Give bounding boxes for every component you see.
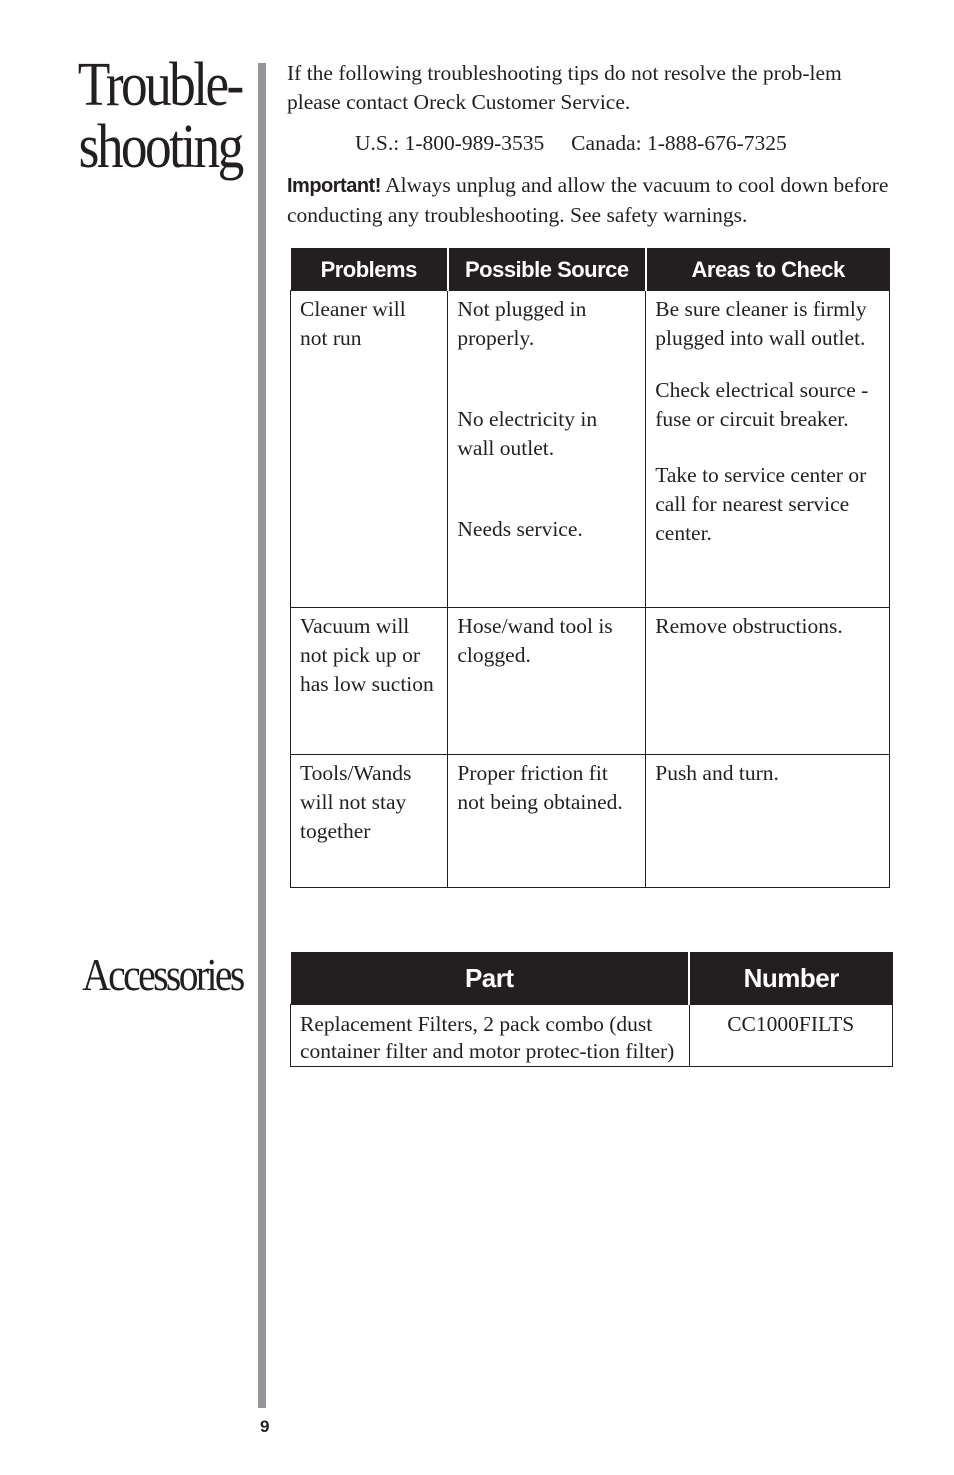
accessories-heading: Accessories — [82, 949, 243, 1000]
important-note — [287, 171, 897, 230]
page-number: 9 — [260, 1417, 270, 1436]
problem-cell: Cleaner will not run — [291, 291, 448, 608]
source-entry: Needs service. — [457, 517, 583, 541]
part-cell: Replacement Filters, 2 pack combo (dust container filter and motor protec-tion filter) — [291, 1005, 690, 1067]
source-cell: Hose/wand tool is clogged. — [448, 608, 646, 755]
source-cell: Proper friction fit not being obtained. — [448, 755, 646, 888]
intro-paragraph: If the following troubleshooting tips do not resolve the prob-lem please contact Oreck Customer Service. — [287, 61, 842, 114]
source-cell — [448, 291, 646, 608]
header-areas-to-check: Areas to Check — [646, 248, 890, 291]
troubleshooting-heading-line2: shooting — [78, 113, 242, 181]
problem-cell: Tools/Wands will not stay together — [291, 755, 448, 888]
important-text: Always unplug and allow the vacuum to cool down before conducting any troubleshooting. See safety warnings. — [287, 173, 889, 227]
troubleshooting-table — [290, 248, 890, 888]
source-entry: Not plugged in properly. — [457, 297, 587, 350]
important-label: Important! — [287, 175, 381, 197]
vertical-rule — [258, 63, 266, 1408]
table-row — [291, 291, 890, 608]
header-part: Part — [291, 952, 690, 1005]
table-row — [291, 755, 890, 888]
accessories-table — [290, 952, 893, 1067]
table-row — [291, 1005, 893, 1067]
problem-cell: Vacuum will not pick up or has low suction — [291, 608, 448, 755]
phone-numbers: U.S.: 1-800-989-3535 Canada: 1-888-676-7325 — [355, 131, 787, 155]
table-row — [291, 608, 890, 755]
check-cell: Push and turn. — [646, 755, 890, 888]
troubleshooting-heading — [77, 51, 242, 181]
check-cell: Remove obstructions. — [646, 608, 890, 755]
header-possible-source: Possible Source — [448, 248, 646, 291]
check-cell — [646, 291, 890, 608]
part-number-cell: CC1000FILTS — [689, 1005, 892, 1067]
check-entry: Take to service center or call for nearest service center. — [655, 463, 867, 545]
header-number: Number — [689, 952, 892, 1005]
check-entry: Be sure cleaner is firmly plugged into wall outlet. — [655, 297, 867, 350]
source-entry: No electricity in wall outlet. — [457, 407, 598, 460]
table-header-row — [291, 952, 893, 1005]
check-entry: Check electrical source - fuse or circuit breaker. — [655, 378, 869, 431]
table-header-row — [291, 248, 890, 291]
troubleshooting-heading-line1: Trouble- — [77, 51, 242, 119]
header-problems: Problems — [291, 248, 448, 291]
